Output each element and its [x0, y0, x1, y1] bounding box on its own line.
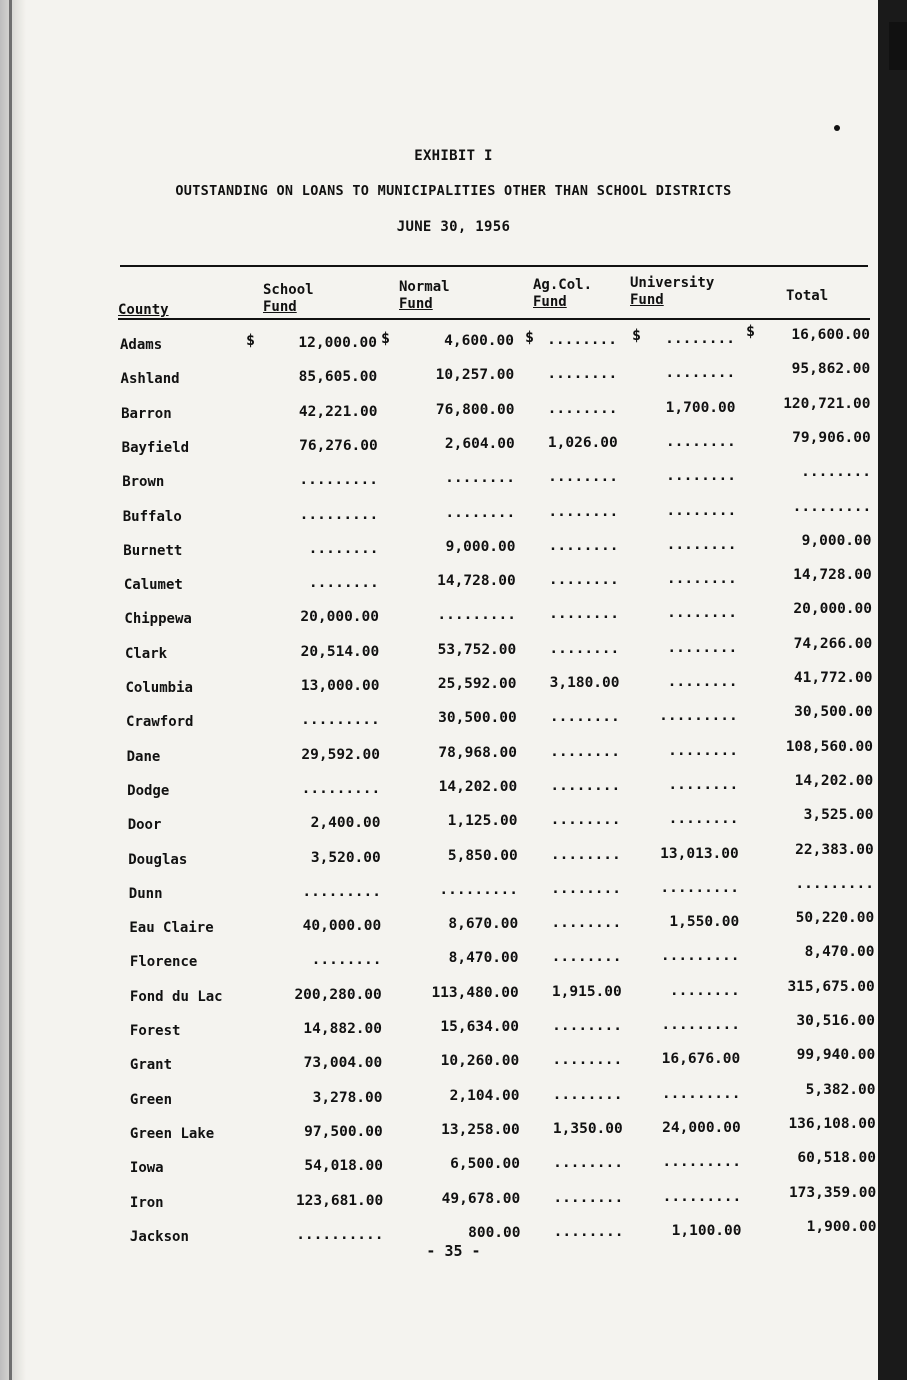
cell-total: 99,940.00 [796, 1047, 876, 1064]
cell-total: 41,772.00 [793, 670, 873, 686]
cell-agcol: ........ [548, 503, 619, 520]
cell-county: Douglas [128, 851, 188, 868]
cell-normal: 6,500.00 [450, 1156, 520, 1173]
table-row [0, 978, 907, 1015]
cell-total: 16,600.00 [791, 327, 870, 343]
cell-school: 13,000.00 [300, 678, 380, 694]
cell-univ: ........ [669, 982, 740, 999]
cell-total: ......... [792, 498, 872, 515]
cell-univ: ......... [661, 1085, 741, 1102]
cell-school: 2,400.00 [310, 815, 381, 832]
cell-school: ........ [308, 575, 379, 592]
cell-county: Crawford [126, 714, 194, 731]
cell-normal: 25,592.00 [437, 676, 517, 692]
dollar-sign-school: $ [246, 331, 256, 349]
cell-school: ......... [301, 780, 381, 797]
cell-agcol: 1,026.00 [547, 434, 618, 451]
table-row [0, 944, 907, 980]
table-row [0, 567, 907, 603]
cell-univ: ........ [668, 811, 739, 828]
cell-agcol: ........ [550, 743, 620, 760]
cell-total: 315,675.00 [787, 978, 875, 995]
table-row [0, 429, 907, 466]
cell-county: Grant [129, 1057, 173, 1074]
cell-agcol: ........ [551, 915, 622, 932]
table-row [0, 361, 907, 397]
cell-normal: 30,500.00 [438, 710, 517, 727]
cell-normal: 1,125.00 [447, 813, 518, 830]
cell-agcol: ........ [553, 1155, 623, 1172]
cell-agcol: ........ [549, 606, 619, 623]
cell-univ: ........ [667, 639, 738, 656]
cell-total: 95,862.00 [791, 361, 871, 378]
cell-agcol: ........ [547, 332, 617, 348]
cell-county: Ashland [120, 371, 180, 388]
cell-normal: 2,104.00 [449, 1087, 520, 1104]
cell-agcol: ........ [548, 537, 619, 554]
cell-univ: ........ [666, 536, 737, 553]
cell-agcol: ........ [550, 777, 621, 794]
header-university-line2: Fund [630, 292, 664, 308]
cell-total: 8,470.00 [804, 944, 875, 961]
cell-school: 200,280.00 [294, 986, 382, 1003]
cell-normal: 14,728.00 [437, 573, 516, 590]
cell-normal: 49,678.00 [441, 1190, 521, 1207]
cell-total: 30,516.00 [796, 1013, 875, 1029]
cell-univ: ........ [668, 776, 739, 793]
table-row [0, 1184, 907, 1221]
cell-total: 22,383.00 [795, 841, 874, 858]
table-row [0, 464, 907, 500]
cell-county: Brown [122, 474, 165, 491]
cell-normal: ......... [439, 881, 518, 898]
cell-agcol: ........ [551, 880, 621, 897]
exhibit-title: EXHIBIT I [414, 148, 493, 164]
page-number: - 35 - [426, 1242, 481, 1260]
dollar-sign-total: $ [746, 322, 756, 340]
header-total: Total [786, 288, 829, 304]
cell-school: 12,000.00 [298, 335, 377, 351]
cell-agcol: ........ [552, 1052, 623, 1069]
scan-tab-marker [889, 22, 907, 70]
cell-total: ........ [801, 464, 871, 481]
cell-total: 108,560.00 [785, 738, 873, 755]
cell-agcol: 1,350.00 [552, 1120, 623, 1137]
cell-univ: 13,013.00 [660, 845, 739, 862]
table-row [0, 1047, 907, 1083]
table-row [0, 704, 907, 740]
cell-univ: ........ [666, 502, 737, 519]
cell-univ: 24,000.00 [662, 1119, 741, 1136]
header-school-line2: Fund [263, 299, 297, 315]
cell-normal: 10,257.00 [435, 367, 515, 384]
header-university-fund [630, 275, 714, 309]
header-normal-line1: Normal [399, 279, 450, 295]
cell-county: Jackson [129, 1228, 189, 1245]
cell-univ: ......... [662, 1154, 741, 1171]
cell-total: 50,220.00 [795, 910, 875, 927]
cell-univ: 1,100.00 [671, 1222, 742, 1239]
cell-school: ......... [299, 506, 379, 523]
cell-school: 20,000.00 [300, 609, 379, 626]
cell-school: 97,500.00 [304, 1123, 383, 1140]
cell-county: Burnett [123, 542, 183, 559]
report-date: JUNE 30, 1956 [396, 219, 511, 235]
table-row [0, 498, 907, 535]
cell-univ: 1,700.00 [665, 399, 736, 416]
header-normal-fund [399, 279, 450, 313]
table-row [0, 1150, 907, 1186]
table-row [0, 841, 907, 878]
cell-total: 14,202.00 [794, 772, 874, 789]
cell-total: 5,382.00 [805, 1081, 876, 1098]
cell-school: 20,514.00 [300, 643, 380, 660]
cell-county: Buffalo [122, 508, 182, 525]
scan-edge [878, 0, 907, 1380]
cell-univ: ......... [660, 879, 739, 896]
cell-school: 29,592.00 [301, 746, 380, 763]
cell-total: 136,108.00 [788, 1115, 876, 1132]
table-row [0, 772, 907, 809]
cell-county: Door [127, 817, 162, 834]
cell-normal: 15,634.00 [440, 1019, 519, 1035]
cell-county: Adams [120, 337, 163, 353]
cell-normal: ........ [445, 470, 515, 487]
cell-total: 79,906.00 [792, 429, 871, 446]
cell-agcol: 1,915.00 [551, 983, 622, 1000]
cell-agcol: ........ [553, 1223, 624, 1240]
header-agcol-fund [533, 277, 592, 311]
cell-total: 1,900.00 [806, 1218, 877, 1235]
cell-county: Iron [129, 1194, 164, 1211]
cell-school: 3,278.00 [312, 1089, 383, 1106]
cell-county: Forest [129, 1023, 181, 1039]
cell-county: Clark [124, 645, 168, 662]
cell-agcol: ........ [549, 709, 620, 726]
cell-school: ........ [311, 952, 382, 969]
header-agcol-line1: Ag.Col. [533, 277, 593, 293]
cell-total: 120,721.00 [783, 395, 871, 412]
cell-univ: ........ [667, 605, 737, 622]
cell-total: 9,000.00 [801, 532, 872, 549]
cell-agcol: 3,180.00 [549, 675, 620, 691]
cell-total: ......... [795, 875, 874, 892]
cell-normal: 10,260.00 [440, 1053, 520, 1070]
cell-county: Calumet [123, 577, 183, 594]
dollar-sign-normal: $ [381, 329, 391, 347]
table-row [0, 1081, 907, 1118]
cell-univ: 1,550.00 [669, 914, 740, 931]
cell-total: 3,525.00 [803, 807, 874, 824]
cell-school: 14,882.00 [303, 1021, 382, 1037]
cell-agcol: ........ [553, 1189, 624, 1206]
cell-normal: ......... [437, 607, 516, 624]
cell-agcol: ........ [550, 846, 621, 863]
cell-county: Dodge [127, 782, 170, 799]
cell-univ: ........ [667, 674, 738, 690]
table-row [0, 532, 907, 569]
table-row [0, 910, 907, 946]
cell-agcol: ........ [547, 366, 618, 383]
cell-county: Fond du Lac [129, 988, 223, 1005]
header-county-label: County [118, 302, 169, 318]
header-university-line1: University [630, 275, 715, 291]
table-row [0, 601, 907, 637]
cell-school: 54,018.00 [304, 1158, 383, 1175]
cell-agcol: ........ [550, 812, 621, 829]
cell-normal: 9,000.00 [445, 538, 516, 555]
cell-school: 42,221.00 [298, 403, 378, 420]
table-row [0, 635, 907, 672]
cell-normal: ........ [445, 504, 516, 521]
cell-normal: 14,202.00 [438, 778, 518, 795]
cell-school: 73,004.00 [303, 1055, 383, 1072]
cell-school: ......... [301, 712, 380, 729]
cell-school: 40,000.00 [302, 918, 382, 935]
cell-univ: ......... [660, 948, 740, 965]
cell-univ: ......... [661, 1017, 740, 1033]
cell-school: ......... [299, 472, 378, 489]
cell-agcol: ........ [552, 1018, 622, 1034]
cell-normal: 5,850.00 [447, 847, 518, 864]
cell-school: 123,681.00 [295, 1192, 384, 1209]
cell-county: Dunn [128, 885, 163, 902]
table-row [0, 395, 907, 432]
header-school-line1: School [263, 282, 314, 298]
cell-univ: ........ [665, 433, 736, 450]
cell-total: 20,000.00 [793, 601, 872, 618]
table-row [0, 1115, 907, 1152]
table-row [0, 670, 907, 706]
cell-total: 60,518.00 [797, 1150, 876, 1167]
header-county [118, 302, 169, 319]
cell-agcol: ........ [548, 572, 619, 589]
cell-county: Florence [129, 954, 198, 971]
header-normal-line2: Fund [399, 296, 433, 312]
cell-agcol: ........ [551, 949, 622, 966]
cell-agcol: ........ [549, 640, 620, 657]
cell-normal: 800.00 [468, 1224, 521, 1241]
cell-total: 74,266.00 [793, 635, 873, 652]
cell-county: Chippewa [124, 611, 192, 628]
report-subtitle: OUTSTANDING ON LOANS TO MUNICIPALITIES OTHER THAN SCHOOL DISTRICTS [175, 183, 732, 199]
cell-univ: ........ [665, 331, 735, 347]
cell-normal: 78,968.00 [438, 744, 517, 761]
header-school-fund [263, 282, 314, 316]
cell-total: 30,500.00 [794, 704, 873, 721]
cell-normal: 8,470.00 [448, 950, 519, 967]
cell-normal: 113,480.00 [431, 984, 519, 1001]
cell-univ: ........ [668, 742, 738, 759]
cell-county: Bayfield [121, 439, 190, 456]
cell-normal: 13,258.00 [441, 1121, 520, 1138]
cell-county: Green Lake [129, 1125, 215, 1142]
cell-agcol: ........ [548, 469, 618, 486]
cell-normal: 4,600.00 [444, 333, 514, 349]
cell-normal: 8,670.00 [448, 916, 519, 933]
cell-school: 85,605.00 [298, 369, 378, 386]
dollar-sign-university: $ [632, 326, 642, 344]
cell-school: 3,520.00 [310, 849, 381, 866]
ink-dot [834, 125, 840, 131]
cell-total: 173,359.00 [788, 1184, 877, 1201]
cell-univ: ........ [666, 468, 736, 485]
cell-univ: ......... [659, 708, 738, 725]
table-row [0, 327, 907, 363]
cell-univ: ......... [662, 1188, 742, 1205]
table-top-rule [120, 265, 868, 267]
cell-school: .......... [296, 1226, 384, 1243]
cell-univ: 16,676.00 [661, 1051, 741, 1068]
table-row [0, 1013, 907, 1049]
dollar-sign-agcol: $ [525, 328, 535, 346]
header-agcol-line2: Fund [533, 294, 567, 310]
cell-county: Eau Claire [129, 920, 214, 937]
cell-normal: 76,800.00 [435, 401, 515, 418]
cell-agcol: ........ [552, 1086, 623, 1103]
cell-county: Barron [121, 405, 172, 422]
cell-county: Iowa [129, 1160, 164, 1177]
cell-school: 76,276.00 [299, 437, 378, 454]
cell-agcol: ........ [547, 400, 618, 417]
cell-univ: ........ [665, 365, 736, 382]
cell-county: Green [129, 1091, 173, 1108]
table-row [0, 807, 907, 843]
cell-school: ........ [308, 540, 379, 557]
cell-county: Dane [126, 748, 161, 765]
cell-county: Columbia [125, 680, 193, 696]
cell-normal: 2,604.00 [444, 435, 515, 452]
cell-normal: 53,752.00 [437, 641, 517, 658]
cell-univ: ........ [666, 571, 737, 588]
cell-school: ......... [302, 883, 381, 900]
table-row [0, 738, 907, 775]
table-row [0, 875, 907, 912]
table-header-rule [118, 318, 870, 320]
cell-total: 14,728.00 [793, 567, 872, 584]
